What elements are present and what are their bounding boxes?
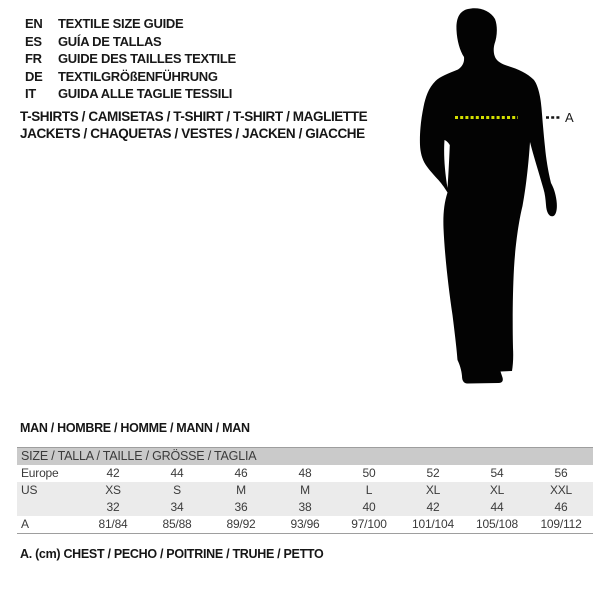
section-title-man: MAN / HOMBRE / HOMME / MANN / MAN — [20, 421, 250, 435]
cell: M — [209, 482, 273, 499]
category-tshirts: T-SHIRTS / CAMISETAS / T-SHIRT / T-SHIRT / MAGLIETTE — [20, 109, 368, 124]
man-figure — [400, 0, 600, 400]
cell: L — [337, 482, 401, 499]
cell: 40 — [337, 499, 401, 516]
cell: 85/88 — [145, 516, 209, 534]
language-label: TEXTILGRÖßENFÜHRUNG — [58, 68, 218, 84]
table-row-europe — [17, 465, 593, 482]
language-row — [25, 68, 236, 86]
language-row — [25, 33, 236, 51]
size-table-header-row — [17, 448, 593, 466]
cell: 36 — [209, 499, 273, 516]
garment-categories — [20, 109, 367, 142]
size-table — [17, 447, 593, 534]
cell: S — [145, 482, 209, 499]
table-row-us-letters — [17, 482, 593, 499]
language-row — [25, 85, 236, 103]
cell: 105/108 — [465, 516, 529, 534]
cell: XL — [401, 482, 465, 499]
language-label: GUÍA DE TALLAS — [58, 33, 162, 49]
size-table-header: SIZE / TALLA / TAILLE / GRÖSSE / TAGLIA — [17, 448, 593, 466]
measure-label-a: A — [565, 110, 574, 125]
language-code: FR — [25, 51, 42, 66]
row-label: Europe — [21, 466, 59, 480]
cell: 44 — [170, 466, 184, 480]
cell: 50 — [362, 466, 376, 480]
cell: XXL — [529, 482, 593, 499]
row-label — [17, 499, 81, 516]
row-label: US — [17, 482, 81, 499]
language-label: GUIDE DES TAILLES TEXTILE — [58, 51, 236, 66]
cell: 54 — [490, 466, 504, 480]
language-label: TEXTILE SIZE GUIDE — [58, 16, 184, 31]
language-row — [25, 50, 236, 68]
cell: 97/100 — [337, 516, 401, 534]
cell: 46 — [529, 499, 593, 516]
language-legend — [25, 15, 236, 103]
cell: 44 — [465, 499, 529, 516]
language-code: DE — [25, 68, 43, 84]
cell: 101/104 — [401, 516, 465, 534]
cell: 42 — [401, 499, 465, 516]
cell: XS — [81, 482, 145, 499]
cell: 109/112 — [529, 516, 593, 534]
category-jackets: JACKETS / CHAQUETAS / VESTES / JACKEN / GIACCHE — [20, 125, 365, 141]
language-label: GUIDA ALLE TAGLIE TESSILI — [58, 86, 233, 101]
cell: 38 — [273, 499, 337, 516]
language-code: ES — [25, 33, 42, 49]
measurement-footnote: A. (cm) CHEST / PECHO / POITRINE / TRUHE / PETTO — [20, 547, 324, 561]
man-silhouette — [400, 0, 600, 400]
cell: 34 — [145, 499, 209, 516]
language-code: EN — [25, 16, 43, 31]
table-row-us-numeric — [17, 499, 593, 516]
cell: XL — [465, 482, 529, 499]
cell: 52 — [426, 466, 440, 480]
cell: M — [273, 482, 337, 499]
cell: 46 — [234, 466, 248, 480]
cell: 89/92 — [209, 516, 273, 534]
cell: 93/96 — [273, 516, 337, 534]
cell: 81/84 — [81, 516, 145, 534]
language-row — [25, 15, 236, 33]
row-label: A — [17, 516, 81, 534]
cell: 48 — [298, 466, 312, 480]
cell: 42 — [106, 466, 120, 480]
cell: 32 — [81, 499, 145, 516]
table-row-chest-cm — [17, 516, 593, 534]
cell: 56 — [554, 466, 568, 480]
language-code: IT — [25, 86, 36, 101]
